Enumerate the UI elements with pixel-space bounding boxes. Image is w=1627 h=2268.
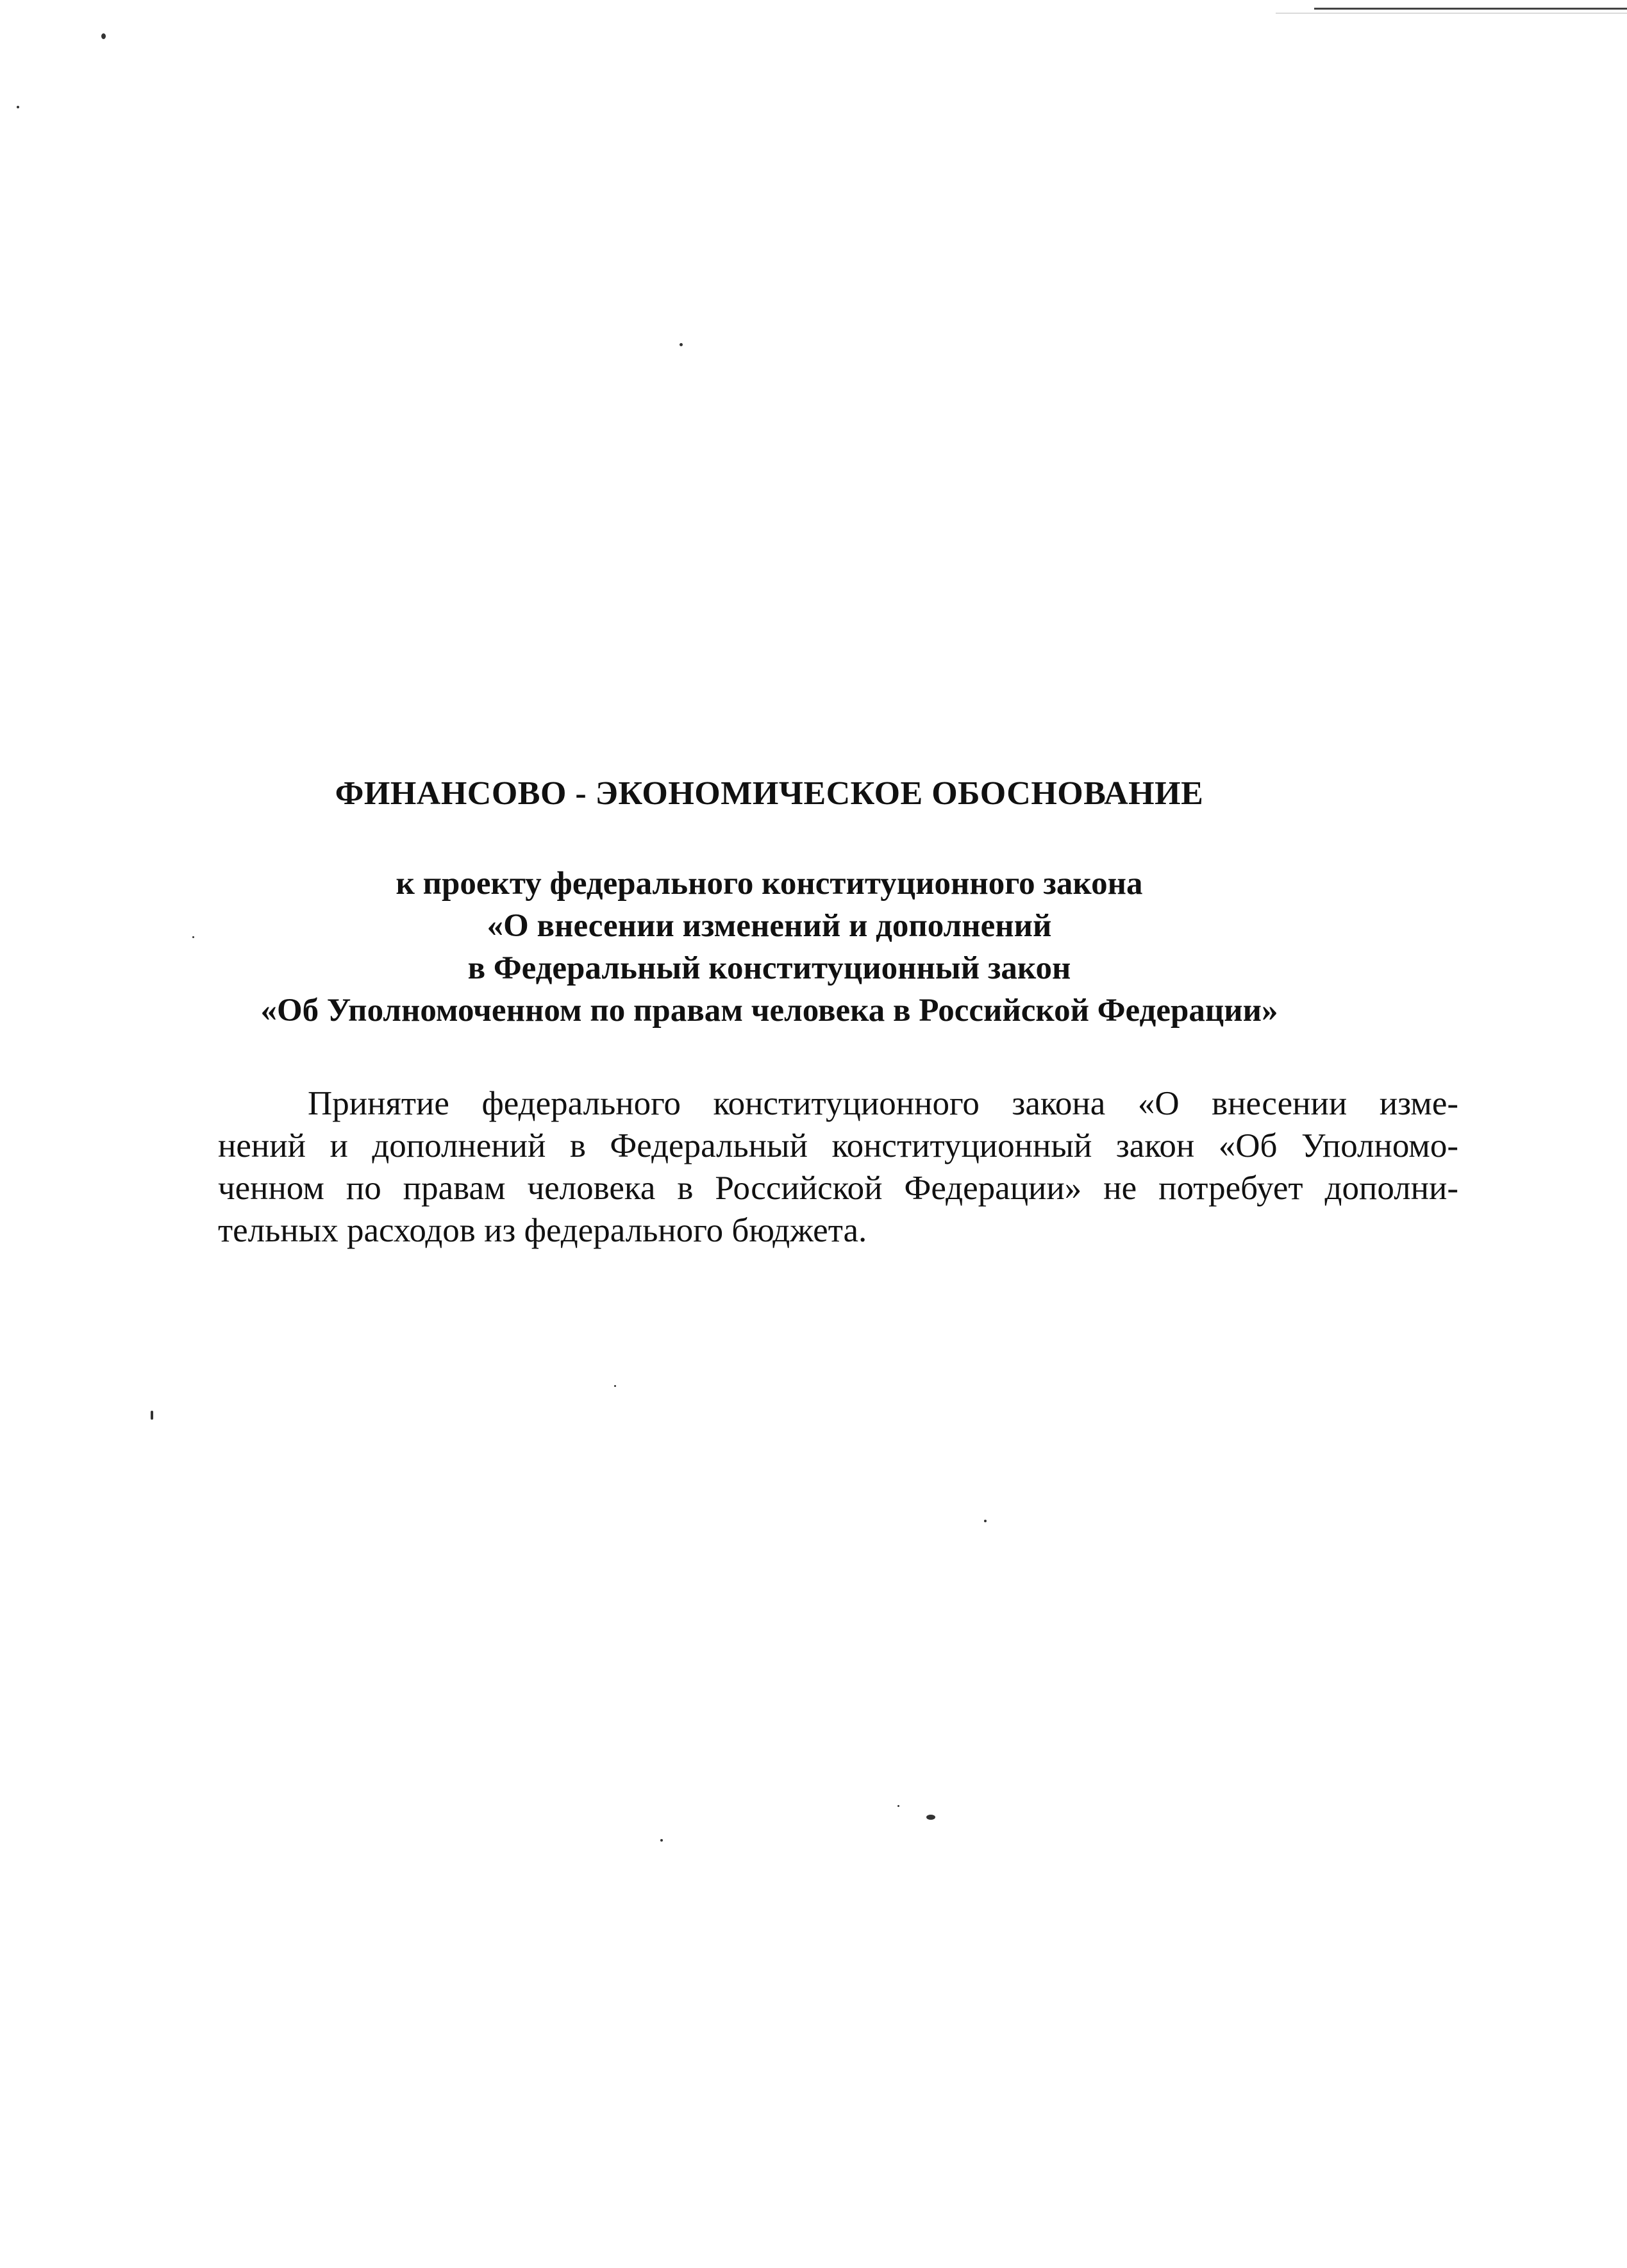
subtitle-line: «О внесении изменений и дополнений — [487, 908, 1052, 944]
scan-speck — [17, 106, 19, 108]
body-line: нений и дополнений в Федеральный конституционный закон «Об Уполномо- — [218, 1127, 1458, 1164]
document-title: ФИНАНСОВО - ЭКОНОМИЧЕСКОЕ ОБОСНОВАНИЕ — [335, 775, 1204, 812]
subtitle-line: к проекту федерального конституционного закона — [396, 866, 1143, 902]
subtitle-line: в Федеральный конституционный закон — [467, 950, 1071, 986]
scan-speck — [680, 343, 683, 346]
document-subtitle — [192, 862, 1346, 1032]
scan-speck — [926, 1815, 935, 1820]
scan-speck — [101, 33, 106, 39]
body-line: тельных расходов из федерального бюджета. — [218, 1212, 867, 1249]
body-paragraph — [218, 1082, 1458, 1252]
scan-speck — [660, 1839, 663, 1842]
scan-speck — [614, 1385, 616, 1387]
scan-edge-line — [1314, 8, 1627, 10]
scan-speck — [151, 1411, 153, 1420]
scan-speck — [192, 936, 194, 938]
scan-speck — [897, 1805, 899, 1807]
scan-speck — [984, 1520, 987, 1522]
body-line: Принятие федерального конституционного закона «О внесении изме- — [308, 1085, 1458, 1122]
subtitle-line: «Об Уполномоченном по правам человека в Российской Федерации» — [260, 993, 1278, 1029]
body-line: ченном по правам человека в Российской Федерации» не потребует дополни- — [218, 1170, 1458, 1207]
